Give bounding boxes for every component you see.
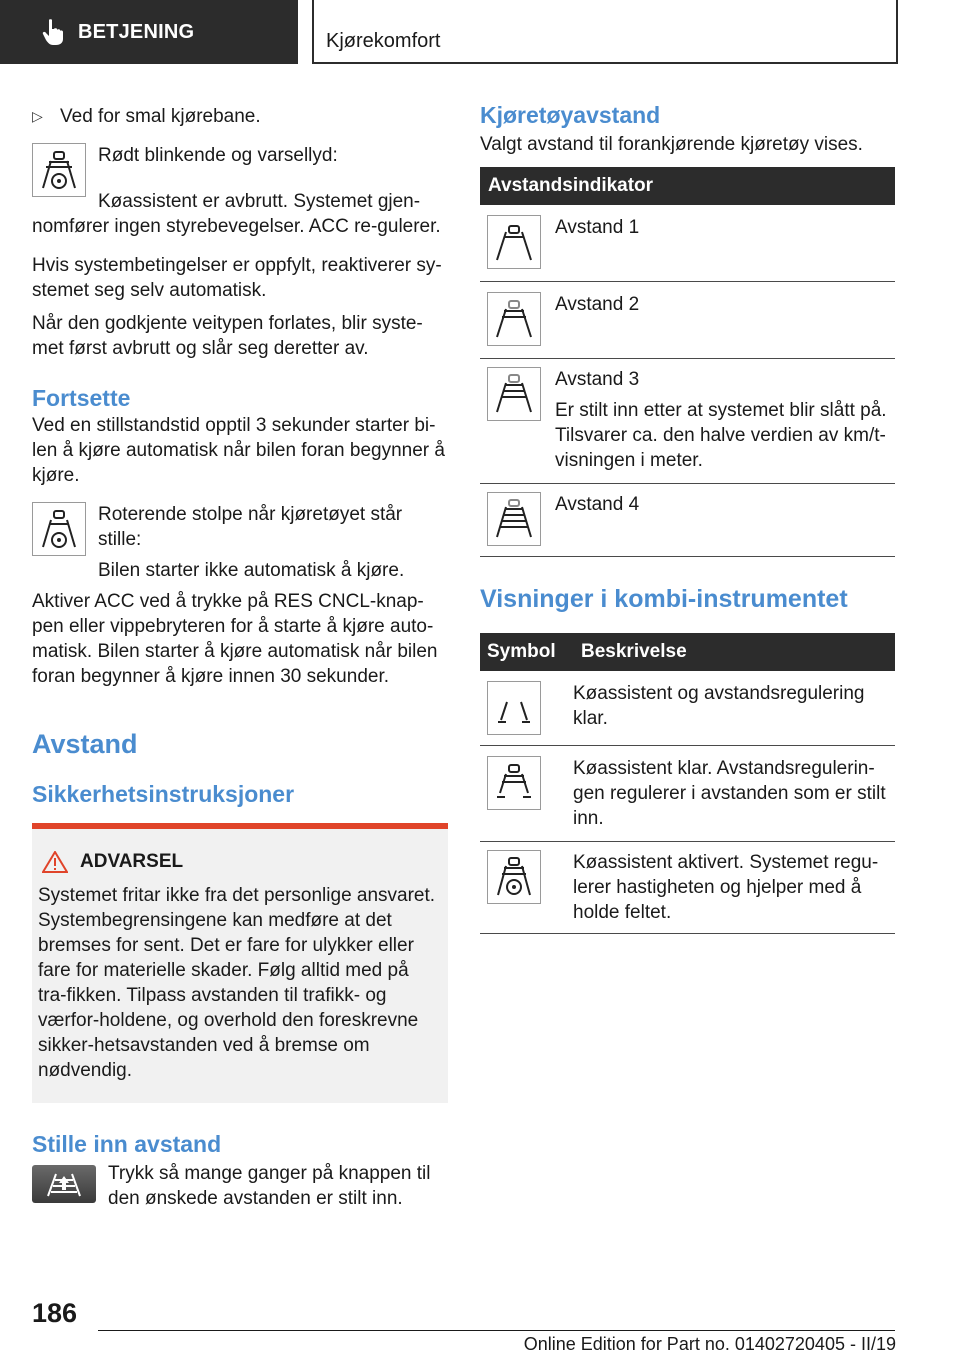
- symbol-row-2-text: Køassistent klar. Avstandsregulerin-gen regulerer i avstanden som er stilt inn.: [573, 758, 886, 829]
- queue-assist-distance-icon: [487, 756, 541, 810]
- symbol-1-text: Køassistent er avbrutt. Systemet gjen-nomfører ingen styrebevegelser. ACC re-gulerer.: [32, 191, 441, 237]
- left-column: [32, 104, 448, 1211]
- footer-divider: [98, 1330, 895, 1331]
- warning-title: ADVARSEL: [80, 851, 184, 872]
- queue-assist-ready-icon: [487, 681, 541, 735]
- edition-text: Online Edition for Part no. 01402720405 - II/19: [523, 1334, 896, 1354]
- distance-4-label: Avstand 4: [555, 494, 640, 515]
- distance-3-label: Avstand 3: [555, 369, 640, 390]
- distance-2-label: Avstand 2: [555, 294, 640, 315]
- distance-table-header-label: Avstandsindikator: [488, 175, 654, 196]
- symbol-row-2: [480, 746, 895, 842]
- displays-heading: Visninger i kombi-instrumentet: [480, 585, 848, 613]
- distance-4-icon: [487, 492, 541, 546]
- paragraph-road-type: Når den godkjente veitypen forlates, blir syste-met først avbrutt og slår seg deretter av.: [32, 313, 423, 359]
- vehicle-distance-heading: Kjøretøyavstand: [480, 102, 661, 128]
- safety-heading: Sikkerhetsinstruksjoner: [32, 781, 295, 807]
- avstand-heading: Avstand: [32, 729, 138, 759]
- symbol-table-header: [480, 633, 895, 671]
- symbol-2-caption: Roterende stolpe når kjøretøyet står stille:: [98, 504, 403, 550]
- symbol-row-3-text: Køassistent aktivert. Systemet regu-lerer hastigheten og hjelper med å holde feltet.: [573, 852, 879, 923]
- distance-2-icon: [487, 292, 541, 346]
- fortsette-text: Ved en stillstandstid opptil 3 sekunder starter bi-len å kjøre automatisk når bilen foran begynner å kjøre.: [32, 415, 445, 486]
- fortsette-heading: Fortsette: [32, 385, 131, 411]
- distance-button-icon: [32, 1165, 96, 1203]
- rotating-bar-icon: [32, 502, 86, 556]
- distance-3-icon: [487, 367, 541, 421]
- right-column: [480, 100, 895, 934]
- description-column-header: Beskrivelse: [581, 641, 687, 662]
- distance-1-label: Avstand 1: [555, 217, 640, 238]
- set-distance-text: Trykk så mange ganger på knappen til den ønskede avstanden er stilt inn.: [108, 1163, 431, 1209]
- distance-1-icon: [487, 215, 541, 269]
- steering-warning-icon: [32, 143, 86, 197]
- paragraph-reactivate: Hvis systembetingelser er oppfylt, reaktiverer sy-stemet seg selv automatisk.: [32, 255, 442, 301]
- distance-row-1: [480, 205, 895, 282]
- symbol-row-1-text: Køassistent og avstandsregulering klar.: [573, 683, 865, 729]
- distance-3-note: Er stilt inn etter at systemet blir slått på. Tilsvarer ca. den halve verdien av km/t-visningen i meter.: [555, 400, 887, 471]
- bullet-item: [32, 104, 448, 129]
- set-distance-heading: Stille inn avstand: [32, 1131, 222, 1157]
- section-title: BETJENING: [78, 20, 195, 43]
- symbol-1-caption: Rødt blinkende og varsellyd:: [98, 145, 338, 166]
- hand-pointer-icon: [40, 18, 66, 46]
- distance-table-header: [480, 167, 895, 205]
- vehicle-distance-text: Valgt avstand til forankjørende kjøretøy vises.: [480, 134, 863, 155]
- symbol-row-1: [480, 671, 895, 746]
- warning-text: Systemet fritar ikke fra det personlige ansvaret. Systembegrensingene kan medføre at det bremses for sent. Det er fare for ulykker eller fare for materielle skader. Følg alltid med på tra-fikken. Tilpass avstanden til trafikk- og værfor-holdene, og overhold den foreskrevne sikker-hetsavstanden ved å bremse om nødvendig.: [38, 885, 436, 1081]
- distance-row-2: [480, 282, 895, 359]
- symbol-paragraph-3: [32, 1161, 448, 1211]
- symbol-2-text: Bilen starter ikke automatisk å kjøre.: [98, 560, 405, 581]
- chapter-title: Kjørekomfort: [326, 30, 441, 52]
- warning-triangle-icon: [42, 851, 68, 873]
- distance-row-4: [480, 484, 895, 557]
- queue-assist-active-icon: [487, 850, 541, 904]
- distance-row-3: [480, 359, 895, 484]
- section-tab: [0, 0, 298, 64]
- chapter-tab: [312, 0, 898, 64]
- page-number: 186: [32, 1298, 78, 1328]
- symbol-row-3: [480, 842, 895, 934]
- symbol-paragraph-2: [32, 502, 448, 583]
- triangle-bullet-icon: ▷: [32, 108, 43, 124]
- paragraph-activate-acc: Aktiver ACC ved å trykke på RES CNCL-knap-pen eller vippebryteren for å starte å kjøre auto-matisk. Bilen starter å kjøre automatisk når bilen foran begynner å kjøre innen 30 sekunder.: [32, 591, 438, 687]
- bullet-text: Ved for smal kjørebane.: [60, 106, 261, 127]
- symbol-column-header: Symbol: [487, 641, 556, 662]
- warning-box: [32, 823, 448, 1103]
